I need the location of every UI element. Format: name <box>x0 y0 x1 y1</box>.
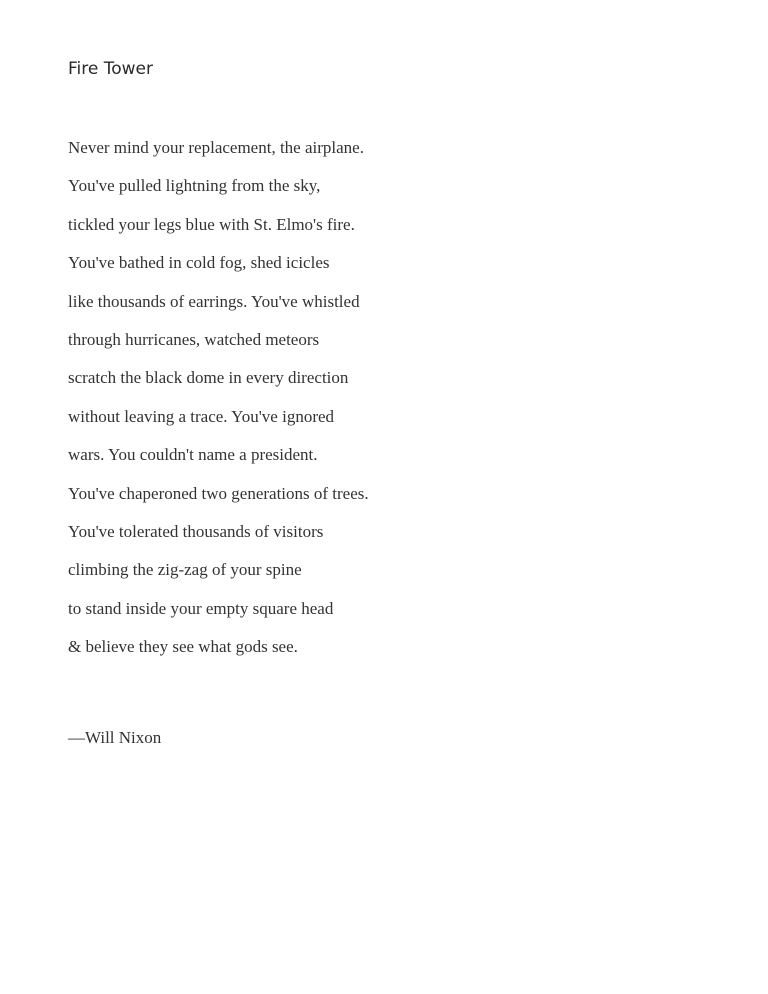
poem-attribution: —Will Nixon <box>68 728 162 747</box>
poem-line: scratch the black dome in every direction <box>68 368 349 388</box>
poem-body <box>68 138 369 675</box>
poem-line: wars. You couldn't name a president. <box>68 445 318 465</box>
poem-line: to stand inside your empty square head <box>68 598 334 618</box>
poem-line: Never mind your replacement, the airplane. <box>68 138 364 157</box>
poem-line: & believe they see what gods see. <box>68 637 298 657</box>
poem-line: climbing the zig-zag of your spine <box>68 560 302 580</box>
poem-line: through hurricanes, watched meteors <box>68 329 320 349</box>
poem-line: tickled your legs blue with St. Elmo's fire. <box>68 214 355 234</box>
poem-line: You've bathed in cold fog, shed icicles <box>68 253 330 273</box>
poem-line: You've pulled lightning from the sky, <box>68 176 321 196</box>
poem-line: You've chaperoned two generations of trees. <box>68 483 369 503</box>
poem-title: Fire Tower <box>68 59 153 79</box>
poem-line: without leaving a trace. You've ignored <box>68 406 335 426</box>
poem-line: like thousands of earrings. You've whistled <box>68 291 360 311</box>
poem-line: You've tolerated thousands of visitors <box>68 521 324 541</box>
